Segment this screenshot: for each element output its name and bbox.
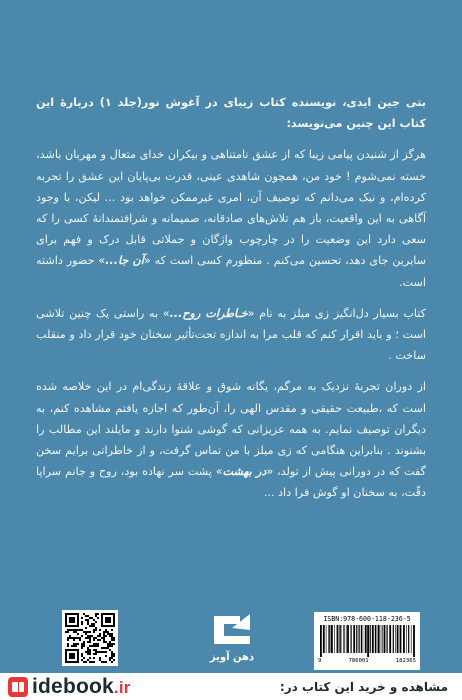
- paragraph-3-part-1: از دوران تجربهٔ نزدیک به مرگم، یگانه شوق و علاقهٔ زندگی‌ام در این خلاصه شده است که ،طبیعت حقیقی و مقدس الهی را، آن‌طور که اجازه یافتم مشاهده کنم، به دیگران توصیف نمایم. به همه عزیزانی که گوشی شنوا دارند و مایلند این مطالب را بشنوند . بنابراین هنگامی که زی میلز با من تماس گرفت، و از خاطراتی برایم سخن گفت که در دورانی پیش از تولد، «: [36, 380, 426, 479]
- isbn-barcode: [314, 612, 420, 670]
- barcode-digits: [318, 658, 416, 665]
- intro-paragraph: [36, 92, 426, 134]
- idebook-logo-text: idebook: [32, 674, 114, 698]
- quote-paragraph-1: [36, 144, 426, 292]
- back-cover-text: [36, 92, 426, 514]
- publisher-emblem-icon: [210, 610, 254, 650]
- isbn-text: ISBN:978-600-118-236-5: [323, 615, 411, 623]
- paragraph-2-part-1: کتاب بسیار دل‌انگیز زی میلز به نام «: [247, 306, 426, 320]
- intro-text: بتی جین ایدی، نویسنده کتاب زیبای در آغوش نور(جلد ۱) دربارهٔ این کتاب این چنین می‌نویسد:: [36, 96, 427, 131]
- paragraph-1-part-1: هرگز از شنیدن پیامی زیبا که از عشق نامتناهی و بیکران خدای متعال و مهربان باشد، خسته نمی‌شوم ! خود من، همچون شاهدی عینی، قدرت بی‌پایان این عشق را تجربه کرده‌ام، و نیک می‌دانم که توصیف آن، امری غیرممکن خواهد بود ... لیکن، با وجود آگاهی به این واقعیت، باز هم تلاش‌های صادقانه، صمیمانه و شرافتمندانهٔ کسی را که سعی دارد این وضعیت را در چارچوب واژگان و جملاتی قابل درک و فهم برای سایرین جای دهد، تحسین می‌کنم . منظورم کسی است که «: [36, 148, 426, 268]
- paragraph-2-book-title: خـاطرات روح...: [169, 306, 248, 320]
- quote-paragraph-2: [36, 303, 426, 367]
- barcode-digits-right: 182365: [395, 658, 416, 664]
- idebook-watermark-banner[interactable]: [0, 673, 462, 700]
- barcode-bars: [318, 625, 416, 657]
- barcode-digits-mid: 786001: [348, 658, 369, 664]
- paragraph-1-place: آن جا...: [105, 254, 144, 268]
- paragraph-3-part-2: » پشت سر نهاده بود، روح و جانم سراپا دقّت، به سخنان او گوش فرا داد ...: [36, 465, 426, 500]
- paragraph-2-part-2: » به راستی یک چنین تلاشی است ؛ و باید اقرار کنم که قلب مرا به اندازه تحت‌تأثیر سخنان خود قرار داد و منقلب ساخت .: [36, 306, 426, 363]
- watermark-tagline: مشاهده و خرید این کتاب در:: [279, 679, 448, 694]
- idebook-logo[interactable]: [32, 675, 131, 699]
- book-icon: [8, 677, 28, 697]
- publisher-name: ذهن آویز: [209, 652, 255, 663]
- quote-paragraph-3: [36, 376, 426, 503]
- barcode-digits-left: 9: [318, 658, 322, 664]
- qr-code[interactable]: [62, 610, 118, 666]
- idebook-logo-tld: .ir: [113, 677, 131, 697]
- paragraph-3-place: در بهشت: [222, 465, 267, 479]
- paragraph-1-part-2: » حضور داشته است.: [36, 254, 426, 289]
- qr-code-icon: [65, 613, 115, 663]
- publisher-logo: [196, 610, 268, 670]
